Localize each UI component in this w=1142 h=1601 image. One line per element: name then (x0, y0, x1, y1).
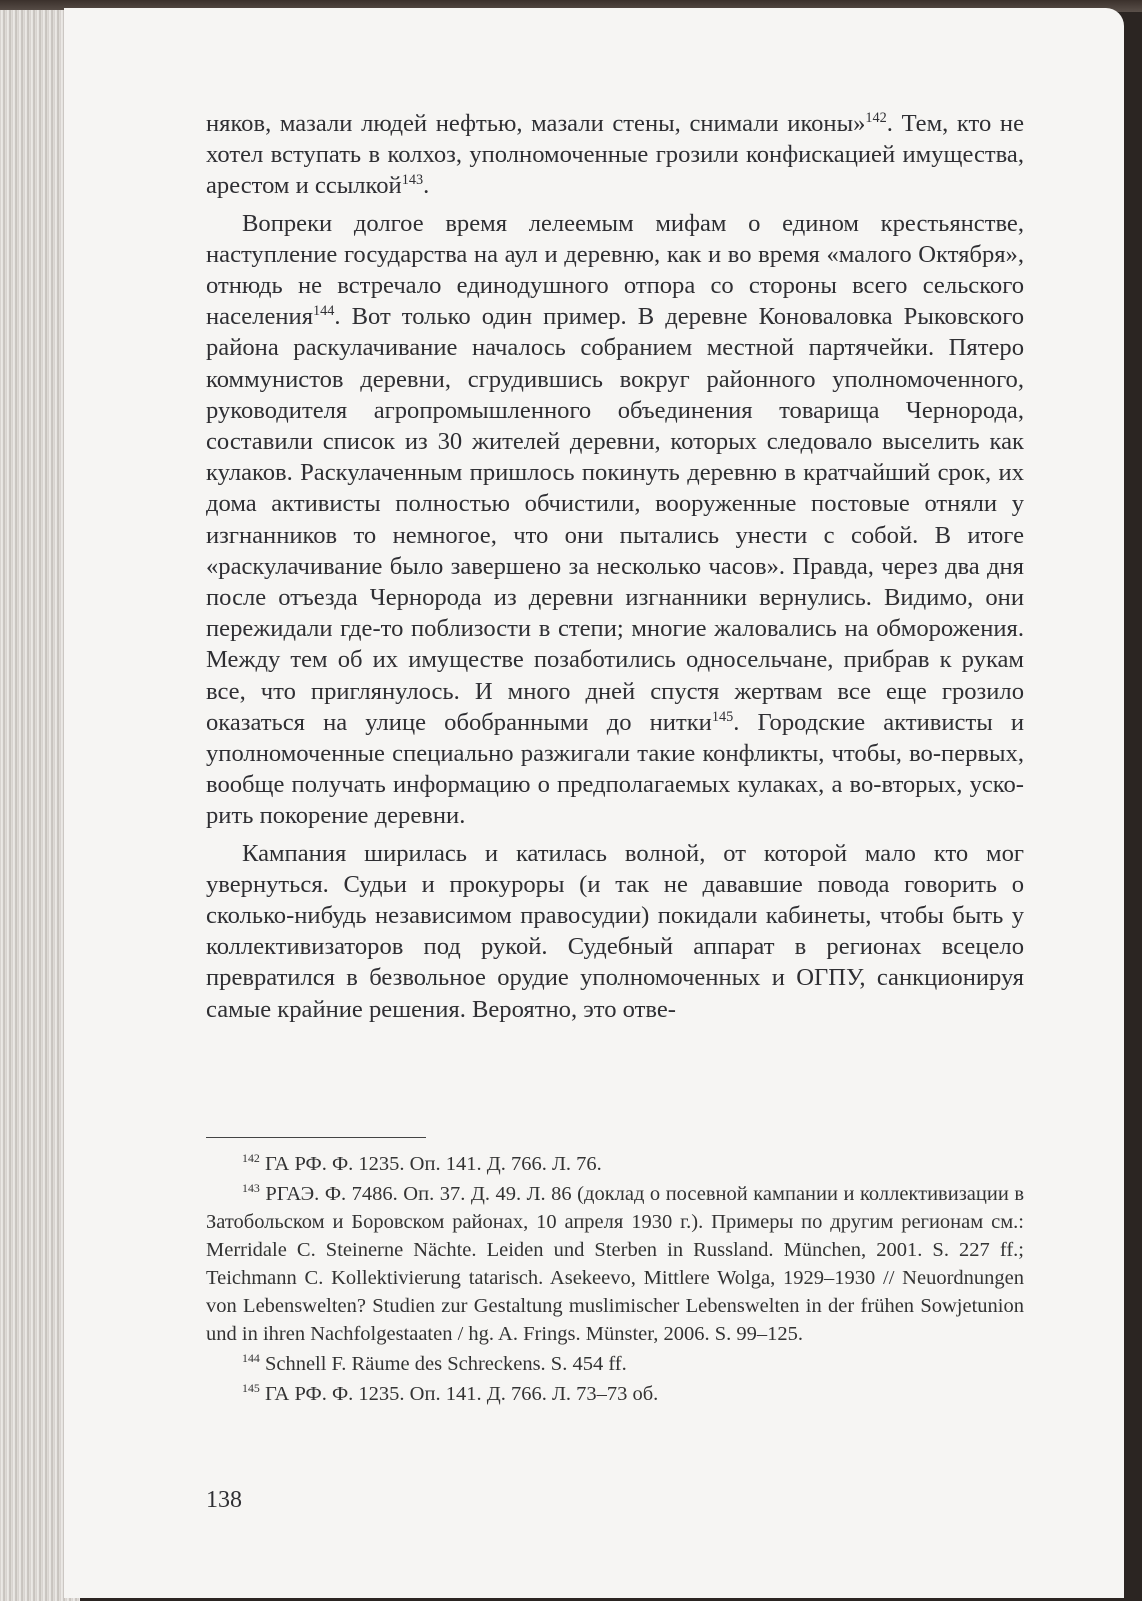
footnote-144 (206, 1350, 1024, 1378)
footnote-number: 143 (242, 1181, 260, 1196)
footnote-reference: 143 (401, 172, 424, 189)
text-run: Вопреки долгое время лелеемым мифам о едином крестьянстве, наступление государства на аул и деревню, как и во время «малого Октября», отнюдь не встречало единодушного отпора со стороны всего сельского населения (206, 209, 1024, 331)
text-run: Кампания ширилась и катилась волной, от которой мало кто мог увернуться. Судьи и прокуроры (и так не дававшие повода говорить о сколько-нибудь независимом правосудии) покидали кабинеты, чтобы быть у коллективизаторов под рукой. Судебный аппарат в регионах всецело превратился в безвольное орудие уполномоченных и ОГПУ, санкционируя самые крайние решения. Вероятно, это отве- (206, 839, 1024, 1023)
footnote-text: ГА РФ. Ф. 1235. Оп. 141. Д. 766. Л. 73–73 об. (259, 1383, 659, 1405)
footnote-text: РГАЭ. Ф. 7486. Оп. 37. Д. 49. Л. 86 (доклад о посевной кампании и коллективизации в Затобольском и Боровском районах, 10 апреля 1930 г.). Примеры по другим регионам см.: Merridale C. Steinerne Nächte. Leiden und Sterben in Russland. München, 2001. S. 227 ff.; Teichmann C. Kollektivierung tatarisch. Asekeevo, Mittlere Wolga, 1929–1930 // Neuordnungen von Lebenswelten? Studien zur Gestaltung muslimischer Lebenswelten in der frühen Sowjetunion und in ihren Nachfolgestaaten / hg. A. Frings. Münster, 2006. S. 99–125. (206, 1183, 1024, 1345)
text-run: . (423, 172, 430, 200)
text-run: няков, мазали людей нефтью, мазали стены, снимали иконы» (206, 110, 866, 137)
footnotes (206, 1150, 1024, 1410)
footnote-reference: 144 (313, 303, 335, 320)
footnote-143 (206, 1180, 1024, 1348)
footnote-number: 144 (242, 1351, 260, 1366)
footnote-reference: 145 (711, 708, 734, 725)
footnote-text: ГА РФ. Ф. 1235. Оп. 141. Д. 766. Л. 76. (259, 1153, 602, 1175)
text-run: . Тем, кто не хотел вступать в колхоз, уполномоченные грозили конфискацией имущества, арестом и ссылкой (206, 110, 1024, 200)
footnote-text: Schnell F. Räume des Schreckens. S. 454 ff. (259, 1353, 627, 1375)
paragraph (206, 208, 1024, 832)
footnote-number: 142 (242, 1151, 260, 1166)
paragraph (206, 108, 1024, 202)
footnote-reference: 142 (865, 109, 887, 126)
footnote-145 (206, 1380, 1024, 1408)
footnote-separator (206, 1137, 426, 1138)
paragraph (206, 838, 1024, 1025)
main-text (206, 108, 1024, 1031)
text-run: . Городские активисты и уполномоченные специально разжигали такие конфликты, чтобы, во-первых, вообще получать информацию о предполагаемых кулаках, а во-вторых, ускорить покорение деревни. (206, 708, 1025, 830)
page-number: 138 (206, 1487, 242, 1513)
footnote-number: 145 (242, 1381, 260, 1396)
footnote-142 (206, 1150, 1024, 1178)
text-run: . Вот только один пример. В деревне Коноваловка Рыковского района раскулачивание началось собранием местной партячейки. Пятеро коммунистов деревни, сгрудившись вокруг районного уполномоченного, руководителя агропромышленного объединения товарища Чернорода, составили список из 30 жителей деревни, которых следовало выселить как кулаков. Раскулаченным пришлось покинуть деревню в кратчайший срок, их дома активисты полностью обчистили, вооруженные постовые отняли у изгнанников то немногое, что они пытались унести с собой. В итоге «раскулачивание было завершено за несколько часов». Правда, через два дня после отъезда Чернорода из деревни изгнанники вернулись. Видимо, они пережидали где-то поблизости в степи; многие жаловались на обморожения. Между тем об их имуществе позаботились односельчане, прибрав к рукам все, что приглянулось. И много дней спустя жертвам все еще грозило оказаться на улице обобранными до нитки (206, 303, 1024, 736)
